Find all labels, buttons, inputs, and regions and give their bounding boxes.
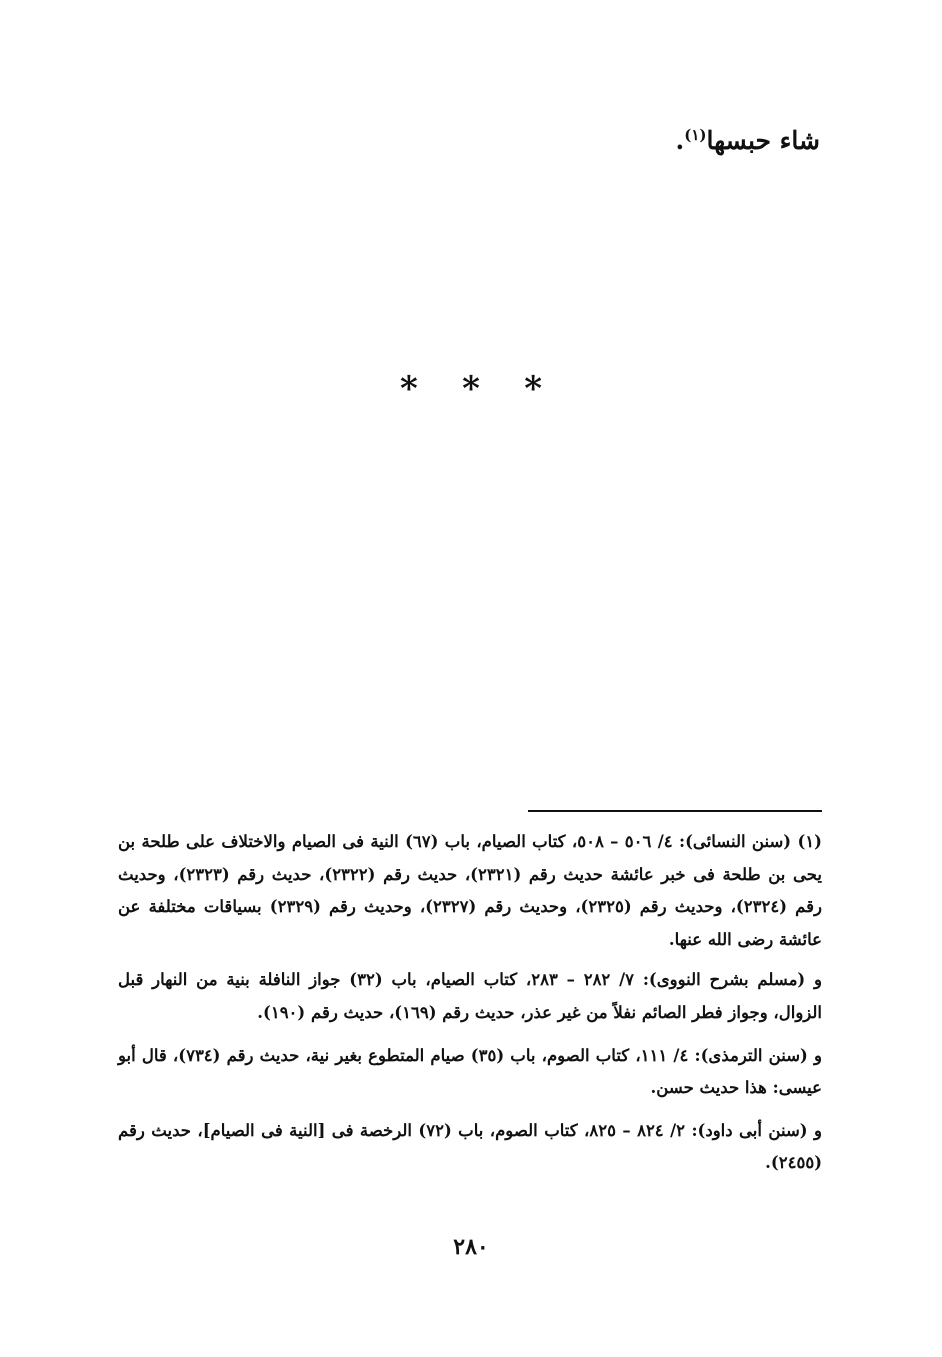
separator-star: * [462, 369, 480, 409]
footnote-muslim: و (مسلم بشرح النووى): ٧/ ٢٨٢ – ٢٨٣، كتاب الصيام، باب (٣٢) جواز النافلة بنية من النهار قبل الزوال، وجواز فطر الصائم نفلاً من غير عذر، حديث رقم (١٦٩)، حديث رقم (١٩٠). [118, 970, 822, 1022]
main-text-line [676, 126, 820, 155]
footnote-nasai: (١) (سنن النسائى): ٤/ ٥٠٦ – ٥٠٨، كتاب الصيام، باب (٦٧) النية فى الصيام والاختلاف على طلحة بن يحى بن طلحة فى خبر عائشة حديث رقم (٢٣٢١)، حديث رقم (٢٣٢٢)، حديث رقم (٢٣٢٣)، وحديث رقم (٢٣٢٤)، وحديث رقم (٢٣٢٥)، وحديث رقم (٢٣٢٧)، وحديث رقم (٢٣٢٩) بسياقات مختلفة عن عائشة رضى الله عنها. [118, 832, 823, 949]
main-text: شاء حبسها [706, 126, 820, 155]
separator-star: * [524, 369, 542, 409]
section-separator [400, 369, 542, 409]
main-text-end-mark: . [675, 126, 685, 155]
footnotes [118, 826, 822, 1190]
footnote-tirmidhi: و (سنن الترمذى): ٤/ ١١١، كتاب الصوم، باب (٣٥) صيام المتطوع بغير نية، حديث رقم (٧٣٤)، قال أبو عيسى: هذا حديث حسن. [118, 1045, 822, 1098]
footnote-abu-dawud: و (سنن أبى داود): ٢/ ٨٢٤ – ٨٢٥، كتاب الصوم، باب (٧٢) الرخصة فى [النية فى الصيام]، حديث رقم (٢٤٥٥). [118, 1120, 822, 1173]
separator-star: * [400, 369, 418, 409]
footnote-rule [528, 810, 822, 812]
page-number: ٢٨٠ [453, 1234, 489, 1260]
footnote-marker: (١) [684, 126, 707, 144]
